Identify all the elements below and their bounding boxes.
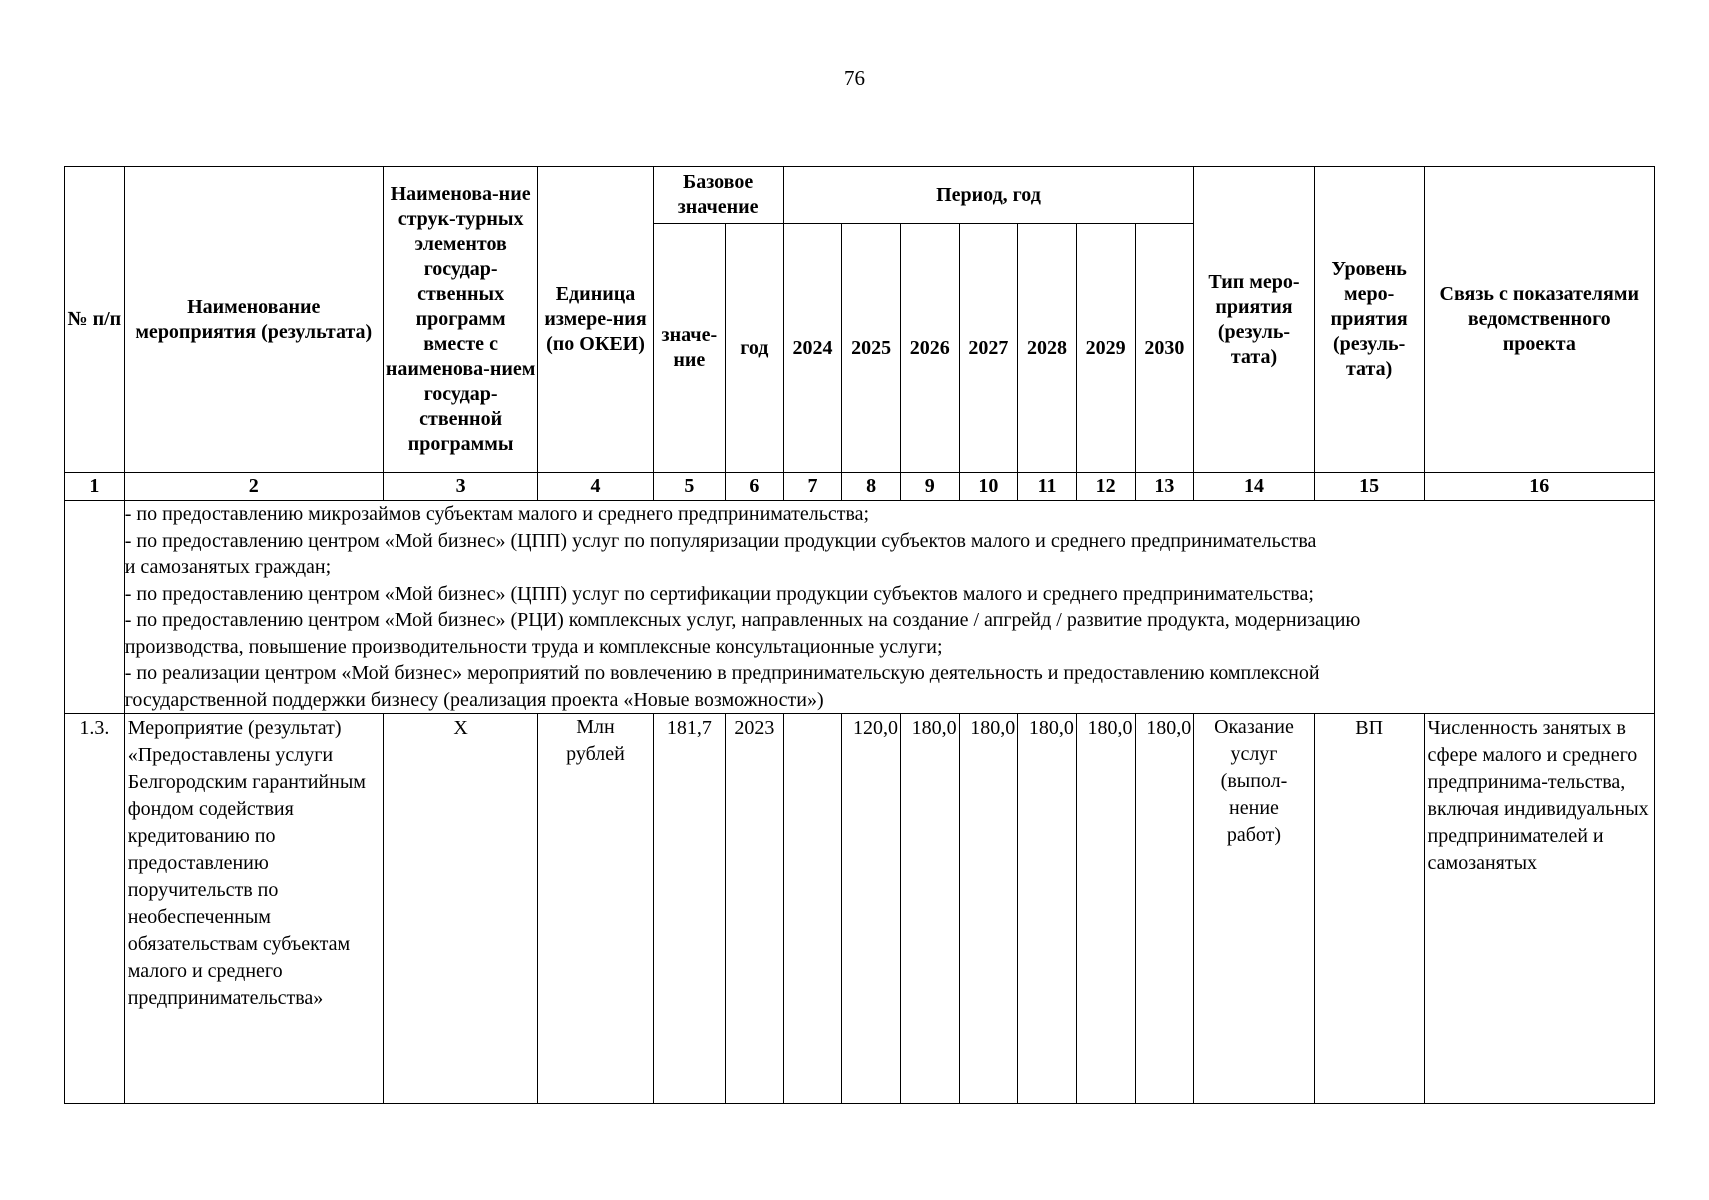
row-value-2026: 180,0 <box>900 714 959 1104</box>
intro-line: - по предоставлению центром «Мой бизнес» (ЦПП) услуг по сертификации продукции субъектов малого и среднего предпринимательства; <box>124 582 1314 605</box>
header-unit: Единица измере-ния (по ОКЕИ) <box>538 167 653 473</box>
header-year: 2027 <box>959 224 1018 473</box>
header-base-year: год <box>726 224 784 473</box>
row-value-2029: 180,0 <box>1076 714 1135 1104</box>
intro-line: - по реализации центром «Мой бизнес» мероприятий по вовлечению в предпринимательскую деятельность и предоставлению комплексной <box>124 662 1320 684</box>
intro-line: - по предоставлению микрозаймов субъектам малого и среднего предпринимательства; <box>124 503 870 525</box>
table-row <box>65 714 1655 1104</box>
header-base-value: значе-ние <box>653 224 726 473</box>
header-link: Связь с показателями ведомственного проекта <box>1424 167 1654 473</box>
header-type: Тип меро-приятия (резуль-тата) <box>1194 167 1314 473</box>
row-type: Оказание услуг (выпол-нение работ) <box>1194 714 1314 1104</box>
column-number: 7 <box>783 473 842 501</box>
header-period-group: Период, год <box>783 167 1194 224</box>
row-link: Численность занятых в сфере малого и среднего предпринима-тельства, включая индивидуальных предпринимателей и самозанятых <box>1424 714 1654 1104</box>
header-year: 2025 <box>842 224 901 473</box>
intro-line: и самозанятых граждан; <box>124 556 332 578</box>
intro-row <box>65 501 1655 714</box>
intro-line: государственной поддержки бизнесу (реализация проекта «Новые возможности») <box>124 688 824 711</box>
measures-table <box>64 166 1655 1104</box>
row-struct: Х <box>383 714 538 1104</box>
row-num: 1.3. <box>65 714 125 1104</box>
row-value-2025: 120,0 <box>842 714 901 1104</box>
column-number: 11 <box>1018 473 1077 501</box>
header-level: Уровень меро-приятия (резуль-тата) <box>1314 167 1424 473</box>
header-name: Наименование мероприятия (результата) <box>124 167 383 473</box>
column-number: 2 <box>124 473 383 501</box>
column-number: 1 <box>65 473 125 501</box>
column-number: 15 <box>1314 473 1424 501</box>
header-num: № п/п <box>65 167 125 473</box>
header-year: 2026 <box>900 224 959 473</box>
intro-text-cell <box>124 501 1654 714</box>
row-value-2027: 180,0 <box>959 714 1018 1104</box>
column-number-row <box>65 473 1655 501</box>
row-value-2028: 180,0 <box>1018 714 1077 1104</box>
column-number: 10 <box>959 473 1018 501</box>
column-number: 12 <box>1076 473 1135 501</box>
column-number: 5 <box>653 473 726 501</box>
row-base-value: 181,7 <box>653 714 726 1104</box>
intro-line: - по предоставлению центром «Мой бизнес» (РЦИ) комплексных услуг, направленных на создание / апгрейд / развитие продукта, модернизацию <box>124 609 1361 631</box>
header-year: 2024 <box>783 224 842 473</box>
row-unit: Млн рублей <box>538 714 653 1104</box>
row-name: Мероприятие (результат) «Предоставлены услуги Белгородским гарантийным фондом содействия кредитованию по предоставлению поручительств по необеспеченным обязательствам субъектам малого и среднего предпринимательства» <box>124 714 383 1104</box>
intro-num-cell <box>65 501 125 714</box>
row-value-2030: 180,0 <box>1135 714 1194 1104</box>
row-base-year: 2023 <box>726 714 784 1104</box>
header-row-top <box>65 167 1655 224</box>
column-number: 16 <box>1424 473 1654 501</box>
row-value-2024 <box>783 714 842 1104</box>
column-number: 14 <box>1194 473 1314 501</box>
row-level: ВП <box>1314 714 1424 1104</box>
column-number: 9 <box>900 473 959 501</box>
intro-line: - по предоставлению центром «Мой бизнес» (ЦПП) услуг по популяризации продукции субъектов малого и среднего предпринимательства <box>124 529 1317 552</box>
page-number: 76 <box>844 66 865 90</box>
header-year: 2029 <box>1076 224 1135 473</box>
header-year: 2028 <box>1018 224 1077 473</box>
intro-line: производства, повышение производительности труда и комплексные консультационные услуги; <box>124 635 943 658</box>
header-struct: Наименова-ние струк-турных элементов государ-ственных программ вместе с наименова-нием государ-ственной программы <box>383 167 538 473</box>
column-number: 8 <box>842 473 901 501</box>
header-base-group: Базовое значение <box>653 167 783 224</box>
column-number: 13 <box>1135 473 1194 501</box>
column-number: 6 <box>726 473 784 501</box>
header-year: 2030 <box>1135 224 1194 473</box>
column-number: 4 <box>538 473 653 501</box>
column-number: 3 <box>383 473 538 501</box>
